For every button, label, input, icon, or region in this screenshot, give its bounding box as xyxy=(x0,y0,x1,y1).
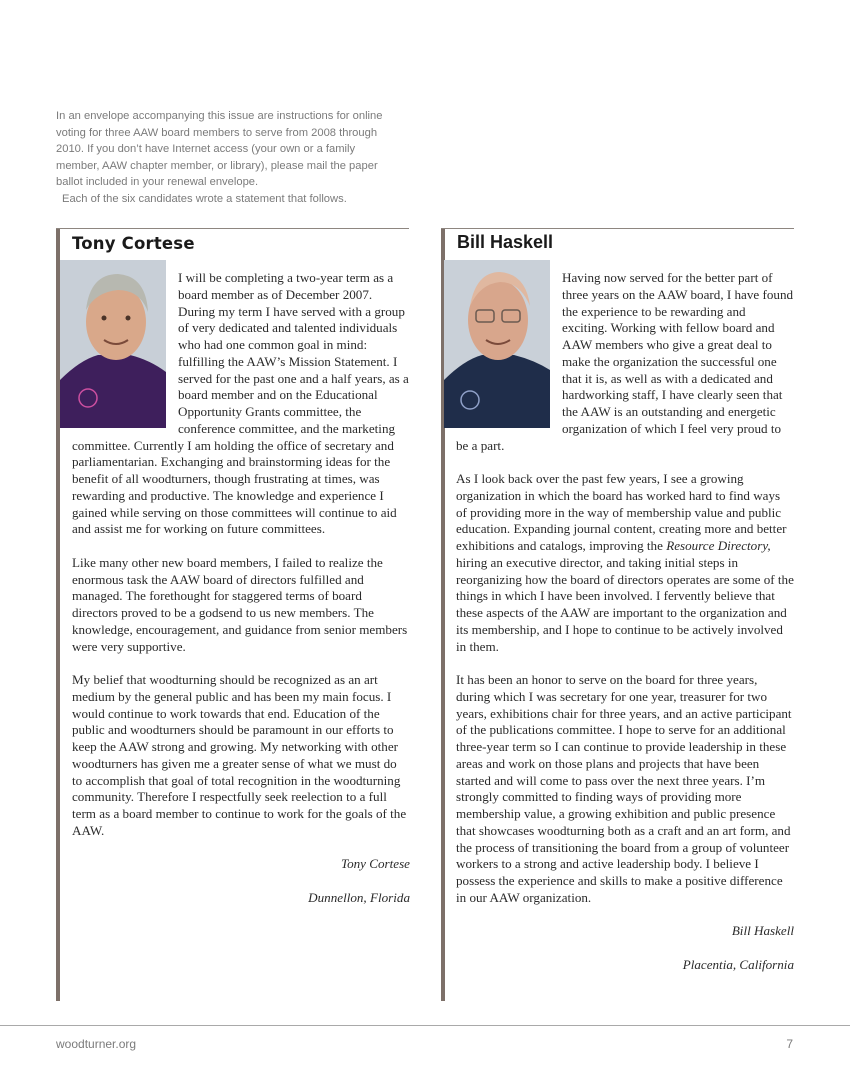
footer-divider xyxy=(0,1025,850,1026)
intro-paragraph: In an envelope accompanying this issue are instructions for online voting for three AAW board members to serve from 2008 through 2010. If you don’t have Internet access (your own or a family member, AAW chapter member, or library), please mail the paper ballot included in your renewal envelope. xyxy=(56,110,383,189)
portrait-icon xyxy=(444,260,550,428)
portrait-icon xyxy=(60,260,166,428)
candidate-name: Tony Cortese xyxy=(72,234,195,253)
paragraph-text: As I look back over the past few years, I see a growing organization in which the board has worked hard to find ways of providing more in the way of membership value and public education. Expanding journal content, creating more and better exhibitions and catalogs, improving the xyxy=(456,471,787,553)
statement-paragraph-2 xyxy=(456,471,794,655)
statement-paragraph-3: It has been an honor to serve on the board for three years, during which I was secretary for one year, treasurer for two years, exhibitions chair for three years, and an active participant of the publications committee. I hope to serve for an additional three-year term so I can continue to provide leadership in these areas and work on those plans and projects that have been started and will come to pass over the next three years. I’m strongly committed to finding ways of providing more membership value, a growing exhibition and public presence that showcases woodturning both as a craft and an art form, and the process of transitioning the board from a group of volunteer workers to a strong and active leadership body. I believe I possess the experience and skills to make a positive difference in our AAW organization. xyxy=(456,672,792,905)
signature-name: Tony Cortese xyxy=(341,856,410,872)
candidate-name: Bill Haskell xyxy=(457,232,554,252)
signature-location: Placentia, California xyxy=(682,956,794,972)
intro-followup: Each of the six candidates wrote a statement that follows. xyxy=(62,192,347,205)
statement-paragraph-3: My belief that woodturning should be recognized as an art medium by the general public and has been my main focus. I would continue to work towards that end. Education of the public and woodturners should be paramount in our efforts to keep the AAW strong and growing. My networking with other woodturners has given me a greater sense of what we must do to accomplish that goal of total recognition in the woodturning community. Therefore I respectfully seek reelection to a full term as a board member to continue to work for the goals of the AAW. xyxy=(72,672,407,838)
footer-website: woodturner.org xyxy=(56,1037,137,1051)
signature-name: Bill Haskell xyxy=(731,923,794,939)
candidate-photo xyxy=(60,260,166,428)
paragraph-text: hiring an executive director, and taking initial steps in reorganizing how the board of directors operates are some of the things in which I have been involved. I fervently believe that these aspects of the AAW are important to the organization and its membership, and I hope to continue to be actively involved in them. xyxy=(456,554,794,654)
statement-body xyxy=(72,260,410,923)
publication-title: Resource Directory, xyxy=(666,538,771,553)
page-number: 7 xyxy=(786,1037,793,1051)
statement-paragraph-1: Having now served for the better part of three years on the AAW board, I have found the experience to be rewarding and exciting. Working with fellow board and AAW members who give a great deal to make the organization the successful one that it is, as well as with a dedicated and hardworking staff, I have clearly seen that the AAW is an outstanding and energetic organization of which I feel very proud to be a part. xyxy=(456,270,794,453)
candidate-photo xyxy=(444,260,550,428)
statement-body xyxy=(456,260,794,990)
candidate-statement-tony-cortese xyxy=(56,228,409,1001)
statement-paragraph-1: I will be completing a two-year term as a board member as of December 2007. During my term I have served with a group of very dedicated and talented individuals who had one common goal in mind: fulfilling the AAW’s Mission Statement. I served for the past one and a half years, as a board member and on the Educational Opportunity Grants committee, the conference committee, and the marketing committee. Currently I am holding the office of secretary and parliamentarian. Exchanging and brainstorming ideas for the benefit of all woodturners, though frustrating at times, was rewarding and productive. The knowledge and experience I gained while serving on those committees will continue to aid and assist me for working on future committees. xyxy=(72,270,409,537)
statement-paragraph-2: Like many other new board members, I failed to realize the enormous task the AAW board of directors fulfilled and managed. The forethought for staggered terms of board directors proved to be a godsend to us new members. The knowledge, encouragement, and guidance from senior members were very supportive. xyxy=(72,554,408,654)
signature-location: Dunnellon, Florida xyxy=(308,889,410,905)
candidate-statement-bill-haskell xyxy=(441,228,794,1001)
intro-text xyxy=(56,108,396,208)
